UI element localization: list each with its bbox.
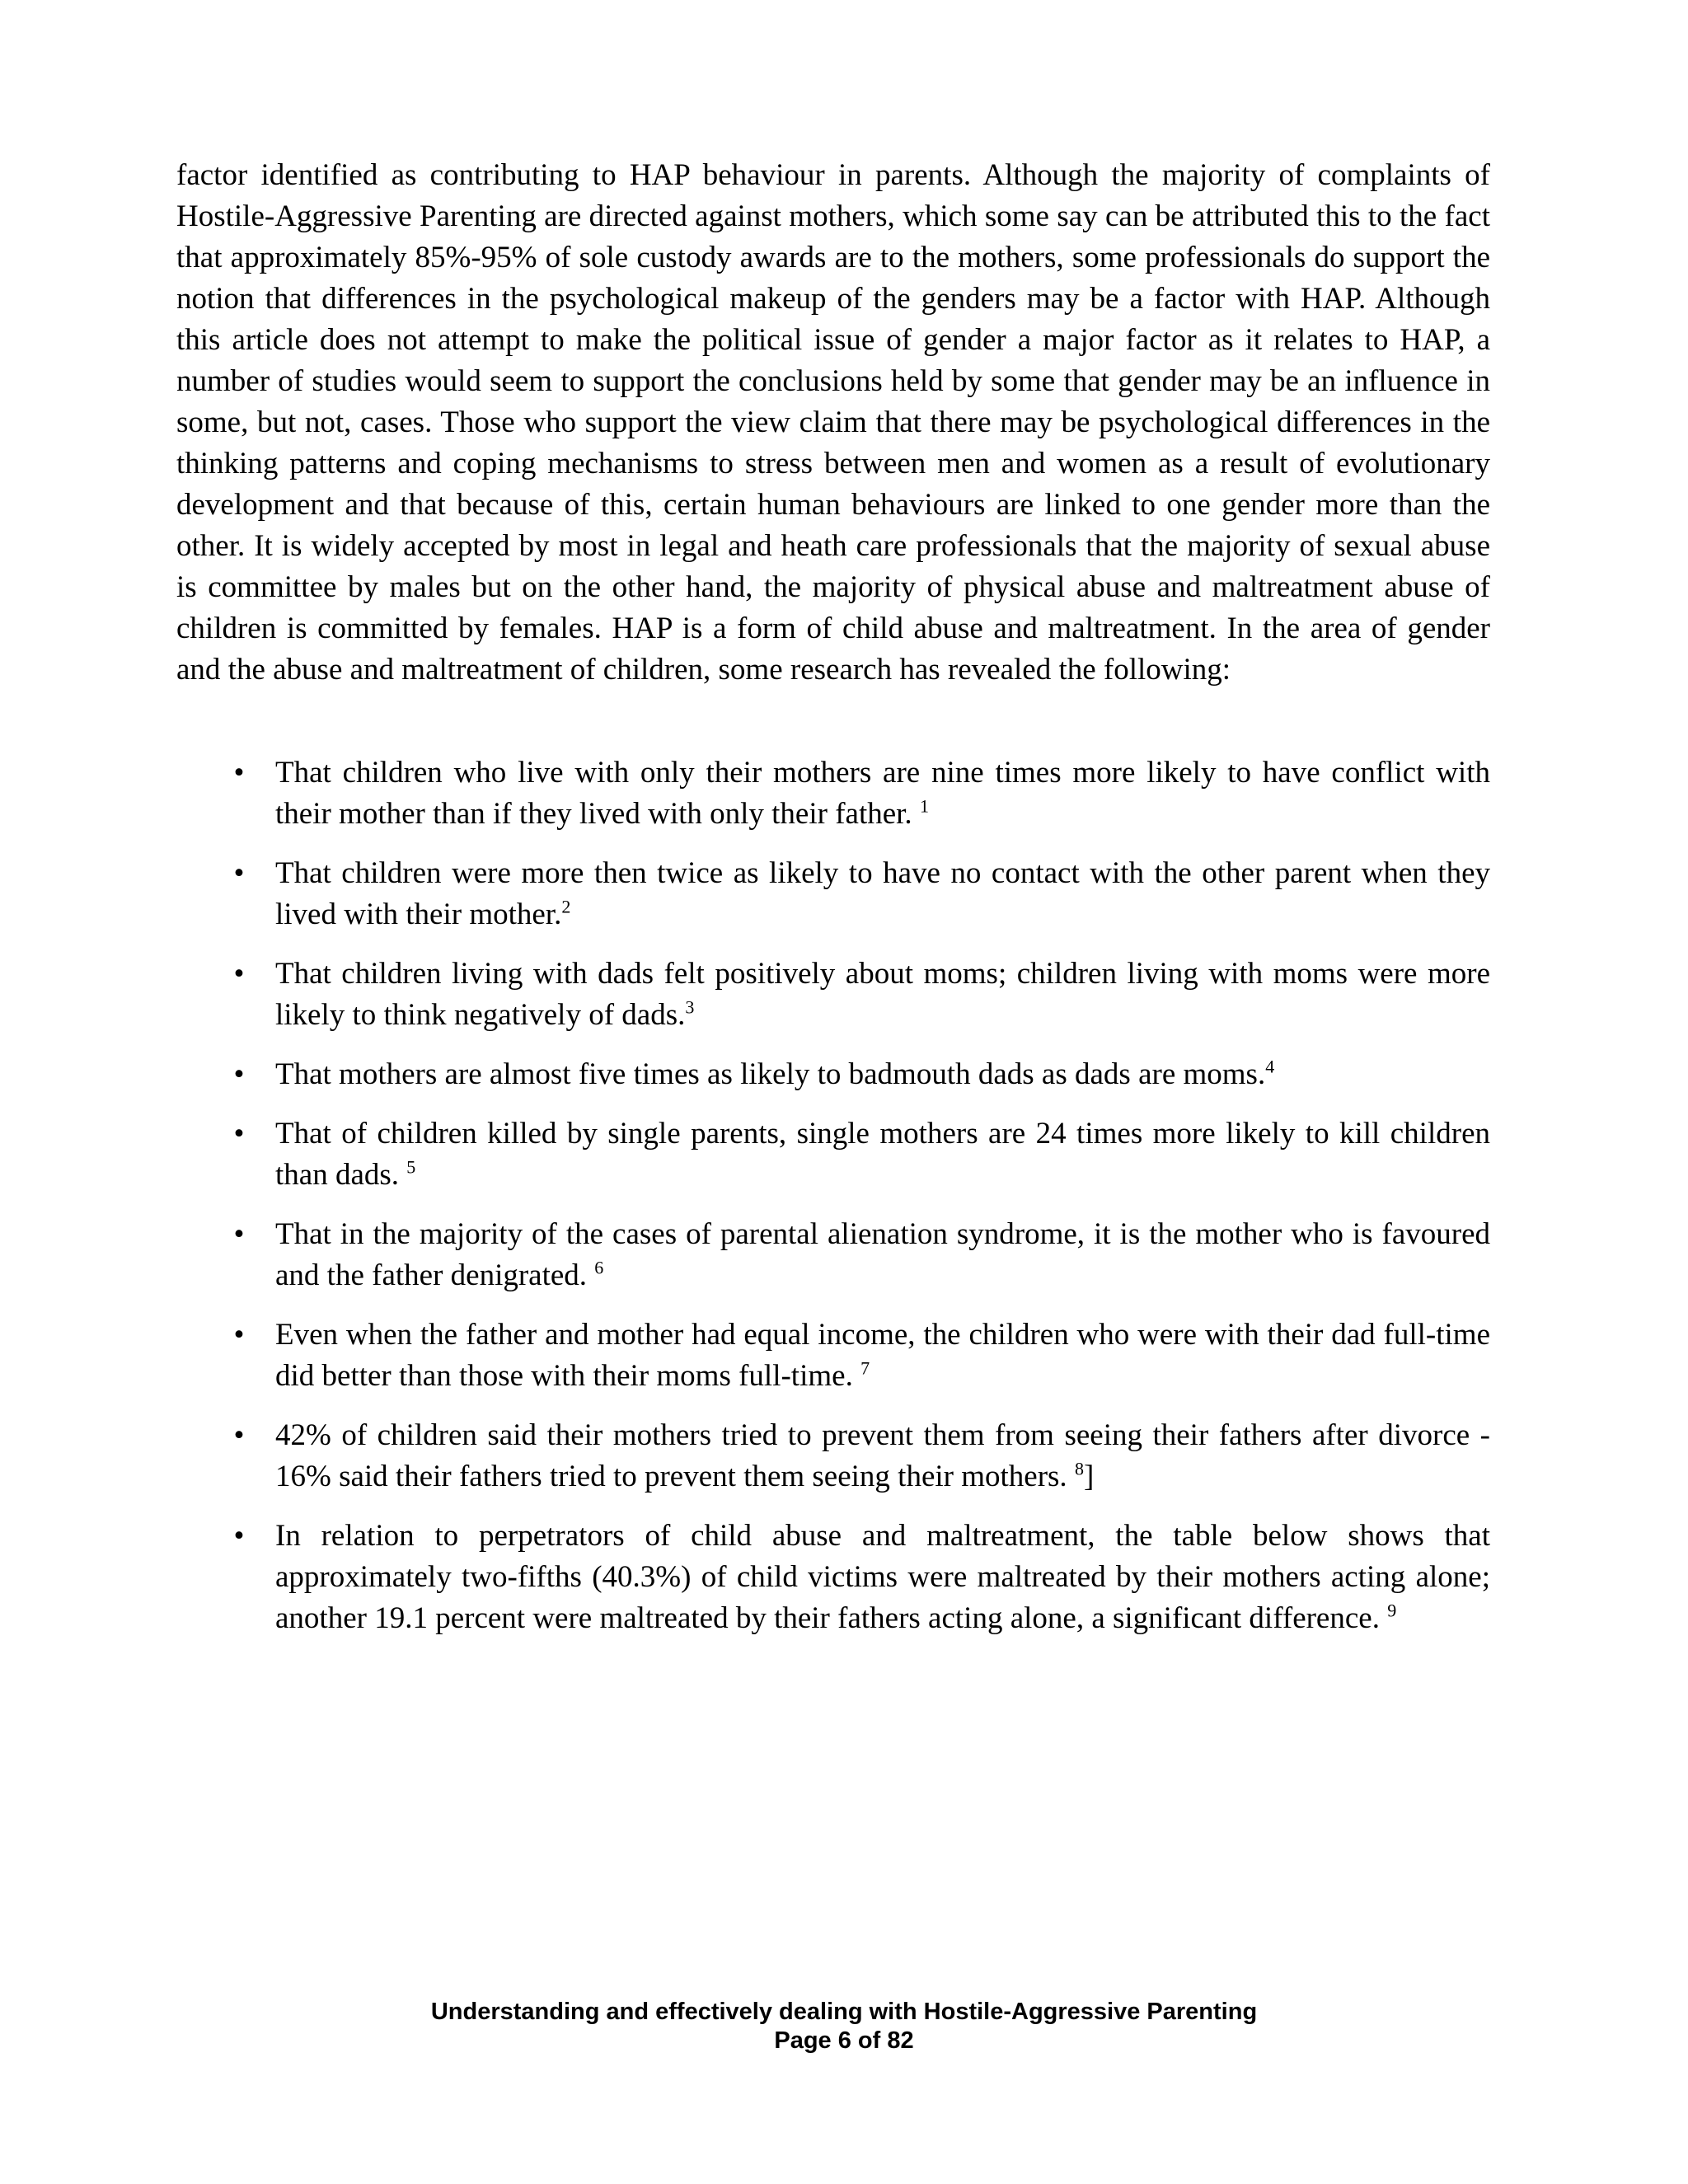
footnote-ref[interactable]: 7 [860, 1357, 870, 1379]
bullet-icon: • [233, 1057, 245, 1091]
bullet-icon: • [233, 1217, 245, 1251]
page-footer [0, 1998, 1688, 2055]
bullet-text: That in the majority of the cases of parental alienation syndrome, it is the mother who is favoured and the father denigrated. [275, 1217, 1490, 1292]
bullet-text: That mothers are almost five times as likely to badmouth dads as dads are moms. [275, 1057, 1266, 1091]
bullet-text: Even when the father and mother had equal income, the children who were with their dad full-time did better than those with their moms full-time. [275, 1318, 1490, 1393]
bullet-text: That children were more then twice as likely to have no contact with the other parent when they lived with their mother. [275, 856, 1490, 931]
bullet-icon: • [233, 856, 245, 890]
list-item [176, 1516, 1490, 1639]
list-item [176, 1315, 1490, 1397]
list-item [176, 954, 1490, 1036]
bullet-text: 42% of children said their mothers tried to prevent them from seeing their fathers after divorce - 16% said their fathers tried to prevent them seeing their mothers. [275, 1418, 1490, 1493]
footnote-ref[interactable]: 9 [1387, 1600, 1397, 1621]
bullet-icon: • [233, 756, 245, 790]
footnote-ref[interactable]: 8 [1074, 1458, 1084, 1479]
footnote-ref[interactable]: 2 [561, 896, 571, 917]
bullet-text: That of children killed by single parents, single mothers are 24 times more likely to kill children than dads. [275, 1117, 1490, 1192]
footer-title: Understanding and effectively dealing with Hostile-Aggressive Parenting [430, 1999, 1258, 2025]
bullet-text: In relation to perpetrators of child abuse and maltreatment, the table below shows that approximately two-fifths (40.3%) of child victims were maltreated by their mothers acting alone; another 19.1 percent were maltreated by their fathers acting alone, a significant difference. [275, 1519, 1490, 1635]
footnote-ref[interactable]: 3 [685, 996, 695, 1018]
list-item [176, 1113, 1490, 1196]
page-number: Page 6 of 82 [774, 2027, 914, 2054]
list-item [176, 1054, 1490, 1095]
bullet-icon: • [233, 957, 245, 991]
footnote-ref[interactable]: 4 [1265, 1056, 1275, 1077]
bullet-icon: • [233, 1418, 245, 1452]
list-item [176, 752, 1490, 835]
bullet-icon: • [233, 1519, 245, 1553]
footnote-ref[interactable]: 6 [594, 1257, 604, 1278]
findings-list [176, 752, 1490, 1657]
bullet-text: That children living with dads felt positively about moms; children living with moms were more likely to think negatively of dads. [275, 957, 1490, 1032]
list-item [176, 1415, 1490, 1497]
list-item [176, 1214, 1490, 1296]
bullet-trailing: ] [1083, 1460, 1095, 1493]
bullet-icon: • [233, 1318, 245, 1352]
body-paragraph: factor identified as contributing to HAP behaviour in parents. Although the majority of complaints of Hostile-Aggressive Parenting are directed against mothers, which some say can be attributed this to the fact that approximately 85%-95% of sole custody awards are to the mothers, some professionals do support the notion that differences in the psychological makeup of the genders may be a factor with HAP. Although this article does not attempt to make the political issue of gender a major factor as it relates to HAP, a number of studies would seem to support the conclusions held by some that gender may be an influence in some, but not, cases. Those who support the view claim that there may be psychological differences in the thinking patterns and coping mechanisms to stress between men and women as a result of evolutionary development and that because of this, certain human behaviours are linked to one gender more than the other. It is widely accepted by most in legal and heath care professionals that the majority of sexual abuse is committee by males but on the other hand, the majority of physical abuse and maltreatment abuse of children is committed by females. HAP is a form of child abuse and maltreatment. In the area of gender and the abuse and maltreatment of children, some research has revealed the following: [176, 158, 1490, 687]
footnote-ref[interactable]: 5 [406, 1156, 416, 1178]
list-item [176, 853, 1490, 935]
bullet-text: That children who live with only their mothers are nine times more likely to have conflict with their mother than if they lived with only their father. [275, 756, 1490, 831]
bullet-icon: • [233, 1117, 245, 1151]
footnote-ref[interactable]: 1 [919, 795, 929, 817]
